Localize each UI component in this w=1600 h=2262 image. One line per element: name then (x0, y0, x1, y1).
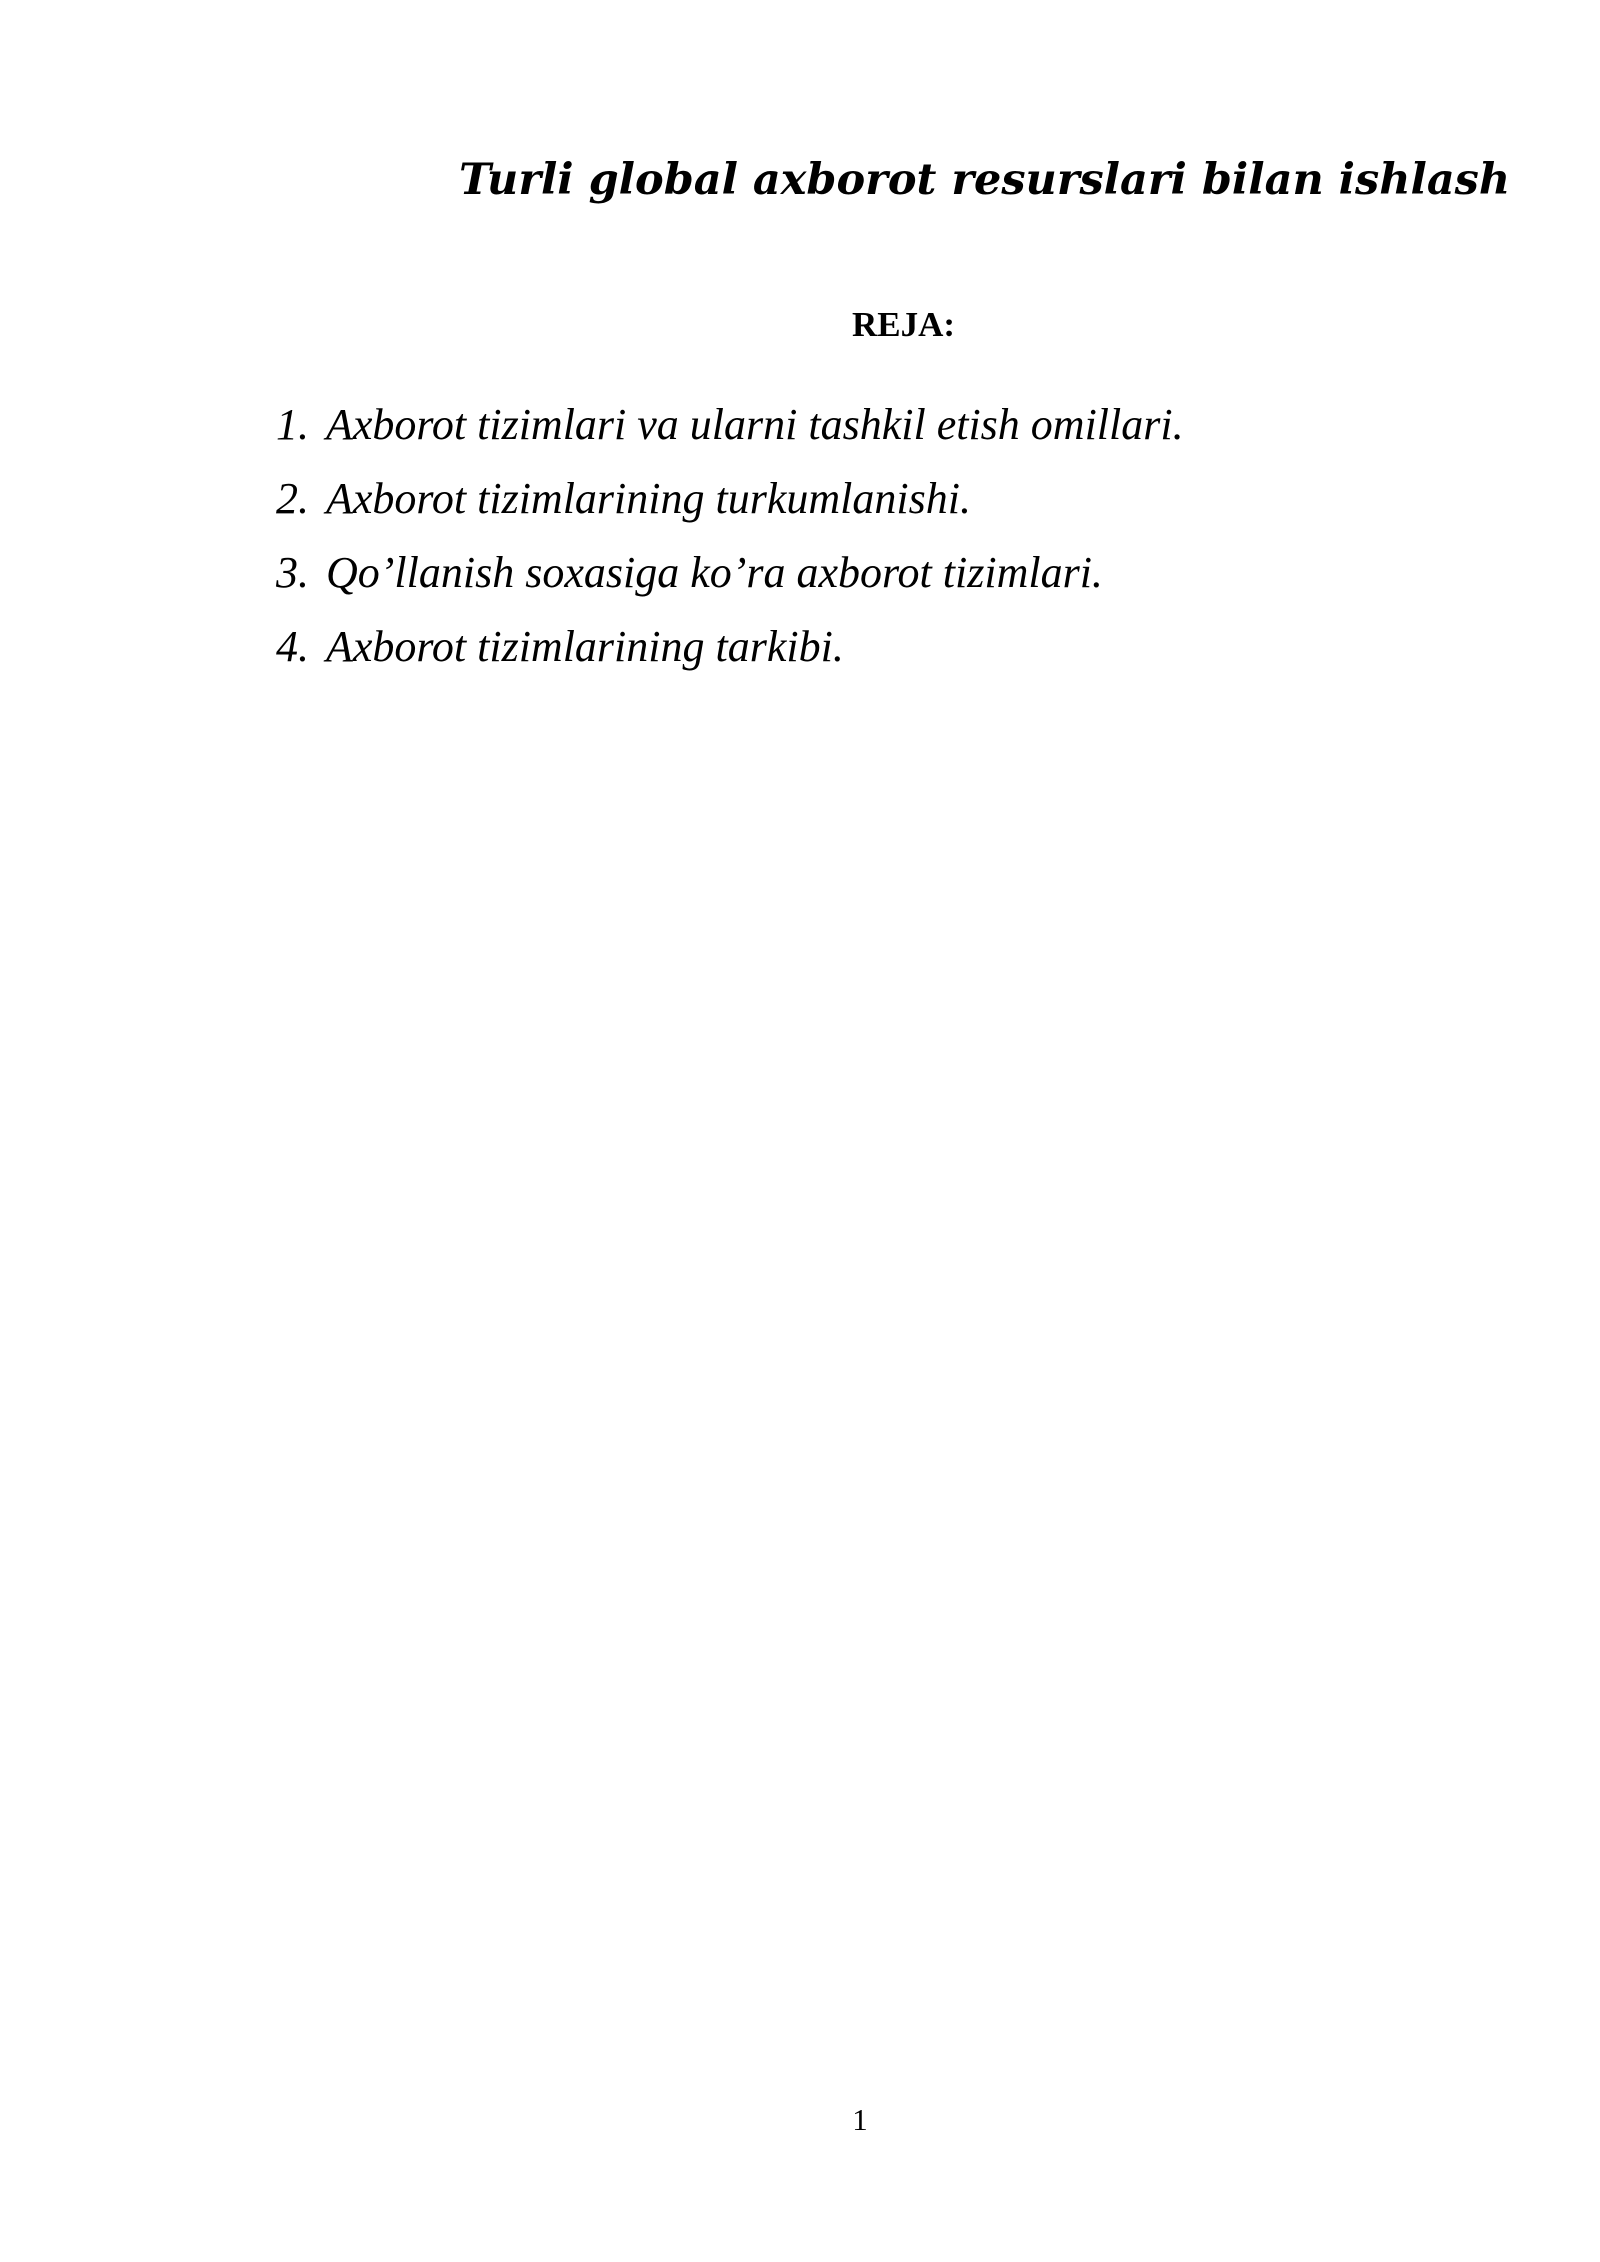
plan-item-4 (276, 610, 1184, 684)
document-title: Turli global axborot resurslari bilan ishlash (459, 155, 1511, 205)
plan-item-number: 3. (276, 548, 309, 597)
plan-item-2 (276, 462, 1184, 536)
plan-item-text: Axborot tizimlari va ularni tashkil etish omillari. (326, 400, 1184, 449)
plan-item-3 (276, 536, 1184, 610)
plan-item-text: Qo’llanish soxasiga ko’ra axborot tizimlari. (326, 548, 1103, 597)
plan-list (276, 388, 1184, 684)
plan-item-text: Axborot tizimlarining tarkibi. (326, 622, 844, 671)
plan-item-text: Axborot tizimlarining turkumlanishi. (326, 474, 971, 523)
plan-item-1 (276, 388, 1184, 462)
plan-heading: REJA: (852, 305, 956, 344)
plan-item-number: 1. (276, 400, 309, 449)
page-number: 1 (852, 2102, 868, 2137)
plan-item-number: 2. (276, 474, 309, 523)
plan-item-number: 4. (276, 622, 309, 671)
